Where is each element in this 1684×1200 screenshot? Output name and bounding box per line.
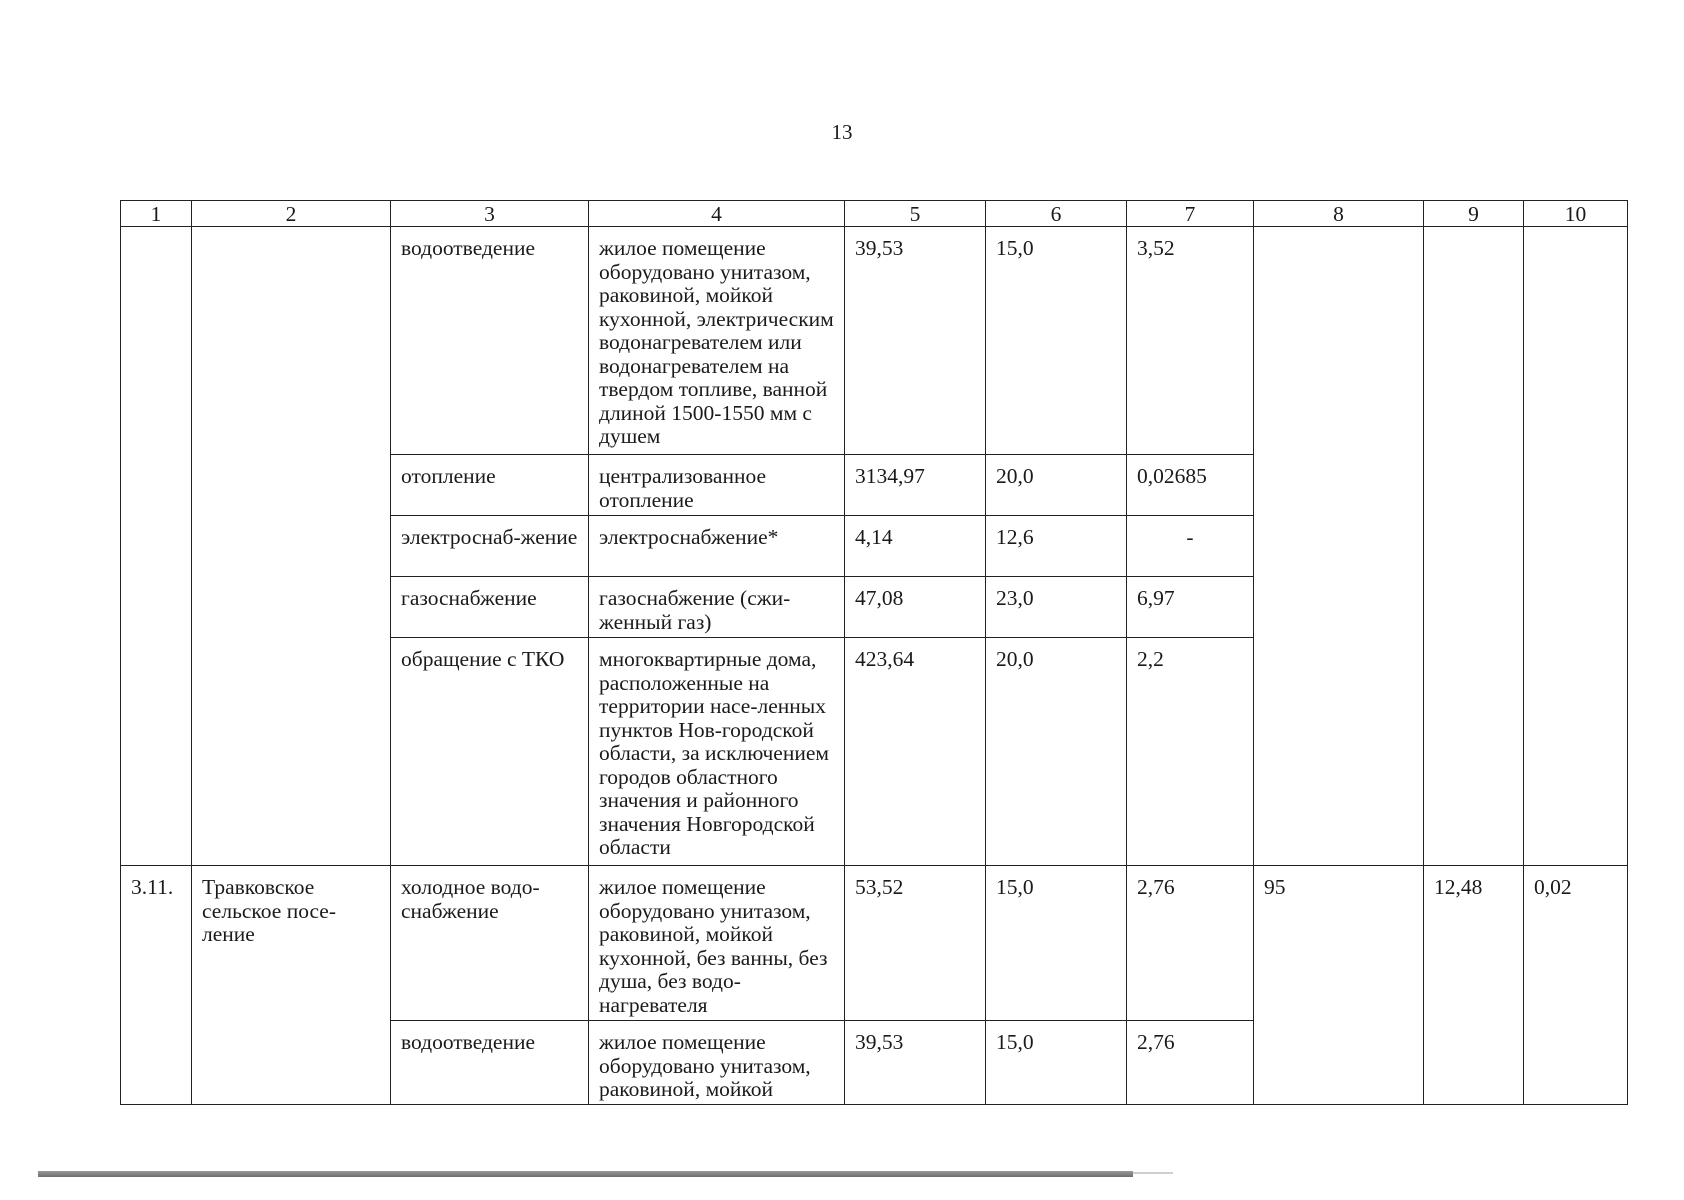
col8-cell <box>1254 227 1424 866</box>
settlement-name-cell <box>192 227 391 866</box>
value-cell: 20,0 <box>986 455 1127 516</box>
value-cell: 47,08 <box>845 577 986 638</box>
col9-cell: 12,48 <box>1424 866 1524 1105</box>
service-cell: водоотведение <box>391 227 589 455</box>
scan-edge-bar-tail <box>1133 1172 1173 1174</box>
value-cell: 15,0 <box>986 1021 1127 1105</box>
col10-cell <box>1524 227 1628 866</box>
value-cell: 0,02685 <box>1127 455 1254 516</box>
value-cell: 39,53 <box>845 1021 986 1105</box>
header-cell: 4 <box>589 201 845 227</box>
tariff-table <box>120 200 1628 1105</box>
value-cell: - <box>1127 516 1254 577</box>
value-cell: 6,97 <box>1127 577 1254 638</box>
value-cell: 15,0 <box>986 866 1127 1021</box>
value-cell: 53,52 <box>845 866 986 1021</box>
table-row <box>121 227 1628 455</box>
service-cell: водоотведение <box>391 1021 589 1105</box>
value-cell: 3,52 <box>1127 227 1254 455</box>
description-cell: газоснабжение (сжи-женный газ) <box>589 577 845 638</box>
value-cell: 20,0 <box>986 638 1127 866</box>
value-cell: 2,76 <box>1127 866 1254 1021</box>
header-cell: 6 <box>986 201 1127 227</box>
description-cell: жилое помещение оборудовано унитазом, раковиной, мойкой кухонной, электрическим водонагревателем или водонагревателем на твердом топливе, ванной длиной 1500-1550 мм с душем <box>589 227 845 455</box>
value-cell: 423,64 <box>845 638 986 866</box>
value-cell: 3134,97 <box>845 455 986 516</box>
description-cell: централизованное отопление <box>589 455 845 516</box>
service-cell: отопление <box>391 455 589 516</box>
description-cell: жилое помещение оборудовано унитазом, раковиной, мойкой <box>589 1021 845 1105</box>
settlement-number-cell: 3.11. <box>121 866 192 1105</box>
value-cell: 15,0 <box>986 227 1127 455</box>
header-cell: 5 <box>845 201 986 227</box>
description-cell: многоквартирные дома, расположенные на территории насе-ленных пунктов Нов-городской области, за исключением городов областного значения и районного значения Новгородской области <box>589 638 845 866</box>
service-cell: обращение с ТКО <box>391 638 589 866</box>
table-row <box>121 866 1628 1021</box>
value-cell: 2,2 <box>1127 638 1254 866</box>
header-cell: 9 <box>1424 201 1524 227</box>
description-cell: электроснабжение* <box>589 516 845 577</box>
header-cell: 3 <box>391 201 589 227</box>
service-cell: газоснабжение <box>391 577 589 638</box>
page-number: 13 <box>831 120 853 144</box>
header-cell: 1 <box>121 201 192 227</box>
header-cell: 10 <box>1524 201 1628 227</box>
description-cell: жилое помещение оборудовано унитазом, раковиной, мойкой кухонной, без ванны, без душа, без водо-нагревателя <box>589 866 845 1021</box>
value-cell: 12,6 <box>986 516 1127 577</box>
value-cell: 23,0 <box>986 577 1127 638</box>
value-cell: 2,76 <box>1127 1021 1254 1105</box>
service-cell: холодное водо-снабжение <box>391 866 589 1021</box>
service-cell: электроснаб-жение <box>391 516 589 577</box>
value-cell: 39,53 <box>845 227 986 455</box>
value-cell: 4,14 <box>845 516 986 577</box>
header-cell: 8 <box>1254 201 1424 227</box>
header-row <box>121 201 1628 227</box>
header-cell: 2 <box>192 201 391 227</box>
col8-cell: 95 <box>1254 866 1424 1105</box>
settlement-number-cell <box>121 227 192 866</box>
settlement-name-cell: Травковское сельское посе-ление <box>192 866 391 1105</box>
header-cell: 7 <box>1127 201 1254 227</box>
col9-cell <box>1424 227 1524 866</box>
scan-edge-bar <box>38 1171 1133 1177</box>
col10-cell: 0,02 <box>1524 866 1628 1105</box>
